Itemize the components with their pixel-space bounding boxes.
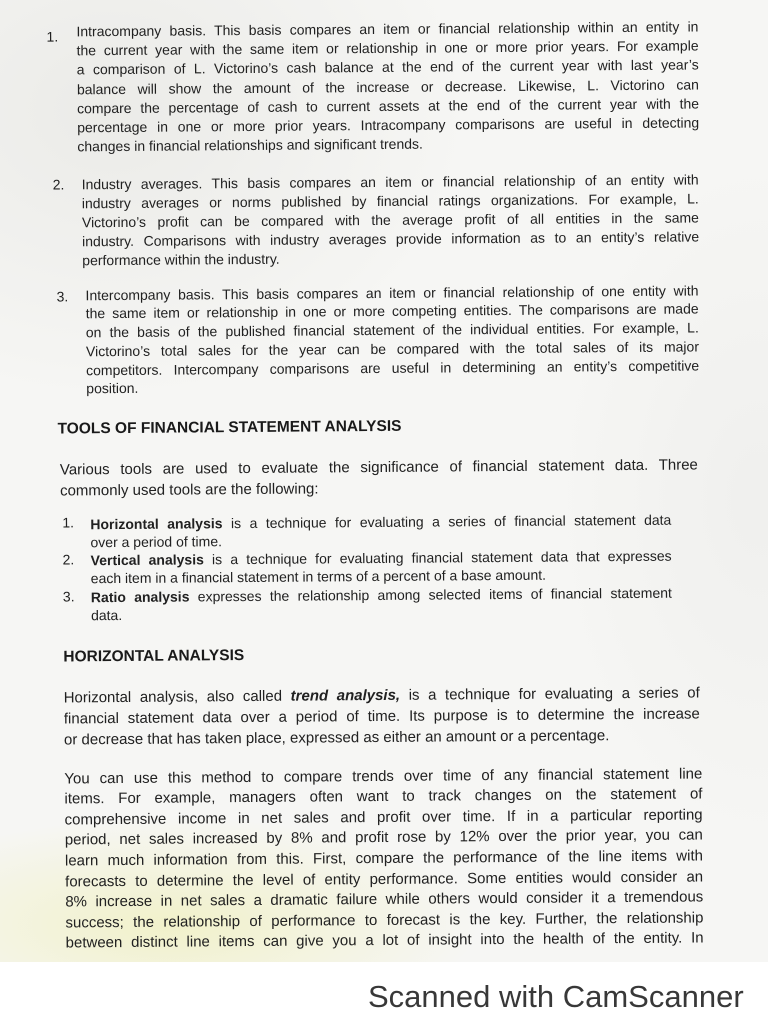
horizontal-paragraph-1 — [64, 682, 700, 750]
list-number: 3. — [56, 288, 69, 305]
page-content — [26, 7, 723, 957]
text-line: industry averages or norms published by financial ratings organizations. For example, L. — [81, 189, 699, 211]
text-line: changes in financial relationships and significant trends. — [77, 135, 423, 155]
text-line: the same item or relationship in one or more competing entities. The comparisons are made — [85, 300, 699, 322]
text-line: You can use this method to compare trends over time of any financial statement line — [64, 765, 703, 788]
horizontal-paragraph-2 — [64, 764, 703, 954]
term-vertical-analysis: Vertical analysis — [90, 550, 204, 568]
criterion-intracompany-text — [76, 17, 699, 156]
list-item-continuation: each item in a financial statement in terms of a percent of a base amount. — [90, 567, 547, 587]
text-line: learn much information from this. First, compare the performance of the line items with — [64, 847, 704, 870]
tools-list-item-ratio — [91, 583, 672, 625]
list-item-continuation: data. — [90, 607, 123, 624]
list-number: 2. — [62, 551, 75, 568]
list-item-description: expresses the relationship among selected items of financial statement — [197, 584, 672, 604]
emphasis-trend-analysis: trend analysis, — [290, 686, 401, 705]
text-line: industry. Comparisons with industry averages provide information as to an entity’s relative — [82, 227, 700, 249]
text-run: is a technique for evaluating a series of — [408, 683, 700, 704]
text-line: 8% increase in net sales a dramatic failure while others would consider it a tremendous — [65, 888, 704, 911]
text-line: comprehensive income in net sales and profit over time. If in a particular reporting — [64, 806, 703, 829]
text-line: Various tools are used to evaluate the significance of financial statement data. Three — [59, 456, 698, 479]
list-item-description: is a technique for evaluating financial statement data that expresses — [211, 547, 672, 567]
text-run: Horizontal analysis, also called — [63, 687, 283, 706]
text-line: competitors. Intercompany comparisons are useful in determining an entity’s competitive — [86, 357, 700, 378]
list-number: 2. — [52, 176, 65, 193]
text-line: the current year with the same item or relationship in one or more prior years. For example — [76, 37, 699, 59]
text-line: between distinct line items can give you a lot of insight into the health of the entity. In — [65, 929, 704, 952]
text-line: Industry averages. This basis compares an item or financial relationship of an entity with — [81, 170, 699, 192]
text-line: position. — [86, 380, 139, 397]
text-line: Victorino’s total sales for the year can be compared with the total sales of its major — [85, 338, 700, 360]
list-number: 1. — [46, 28, 59, 45]
text-line: compare the percentage of cash to current assets at the end of the current year with the — [76, 95, 700, 117]
text-line: performance within the industry. — [82, 250, 280, 268]
text-line: a comparison of L. Victorino’s cash balance at the end of the current year with last year’s — [76, 56, 699, 78]
list-number: 1. — [62, 514, 75, 531]
list-item-description: is a technique for evaluating a series of financial statement data — [230, 511, 672, 531]
term-horizontal-analysis: Horizontal analysis — [90, 514, 223, 532]
text-line: period, net sales increased by 8% and profit rose by 12% over the prior year, you can — [64, 826, 703, 849]
text-line: Intercompany basis. This basis compares an item or financial relationship of one entity with — [85, 281, 699, 303]
criterion-industry-averages-text — [82, 170, 700, 270]
criterion-intercompany-text — [85, 281, 699, 399]
section-heading-horizontal-analysis: HORIZONTAL ANALYSIS — [63, 647, 245, 666]
list-number: 3. — [62, 588, 75, 605]
text-line: success; the relationship of performance to forecast is the key. Further, the relationship — [65, 909, 704, 932]
text-line: or decrease that has taken place, expressed as either an amount or a percentage. — [63, 726, 610, 748]
camscanner-watermark: Scanned with CamScanner — [368, 979, 744, 1014]
text-line: Victorino’s profit can be compared with the average profit of all entities in the same — [81, 208, 699, 230]
text-line: forecasts to determine the level of entity performance. Some entities would consider an — [65, 868, 704, 891]
text-line: financial statement data over a period of time. Its purpose is to determine the increase — [63, 704, 700, 727]
tools-list-item-vertical — [91, 546, 672, 588]
text-line: on the basis of the published financial statement of the individual entities. For example, L. — [85, 319, 699, 341]
text-line: balance will show the amount of the increase or decrease. Likewise, L. Victorino can — [76, 76, 699, 97]
list-item-continuation: over a period of time. — [90, 533, 223, 551]
text-line: commonly used tools are the following: — [59, 479, 319, 499]
term-ratio-analysis: Ratio analysis — [90, 588, 190, 605]
text-line: percentage in one or more prior years. Intracompany comparisons are useful in detecting — [77, 114, 700, 136]
tools-intro-paragraph — [60, 455, 698, 501]
paragraph-continuation — [64, 703, 700, 750]
section-heading-tools: TOOLS OF FINANCIAL STATEMENT ANALYSIS — [57, 417, 402, 438]
text-line: items. For example, managers often want to track changes on the statement of — [64, 785, 703, 808]
text-line: Intracompany basis. This basis compares an item or financial relationship within an entity in — [76, 18, 699, 40]
